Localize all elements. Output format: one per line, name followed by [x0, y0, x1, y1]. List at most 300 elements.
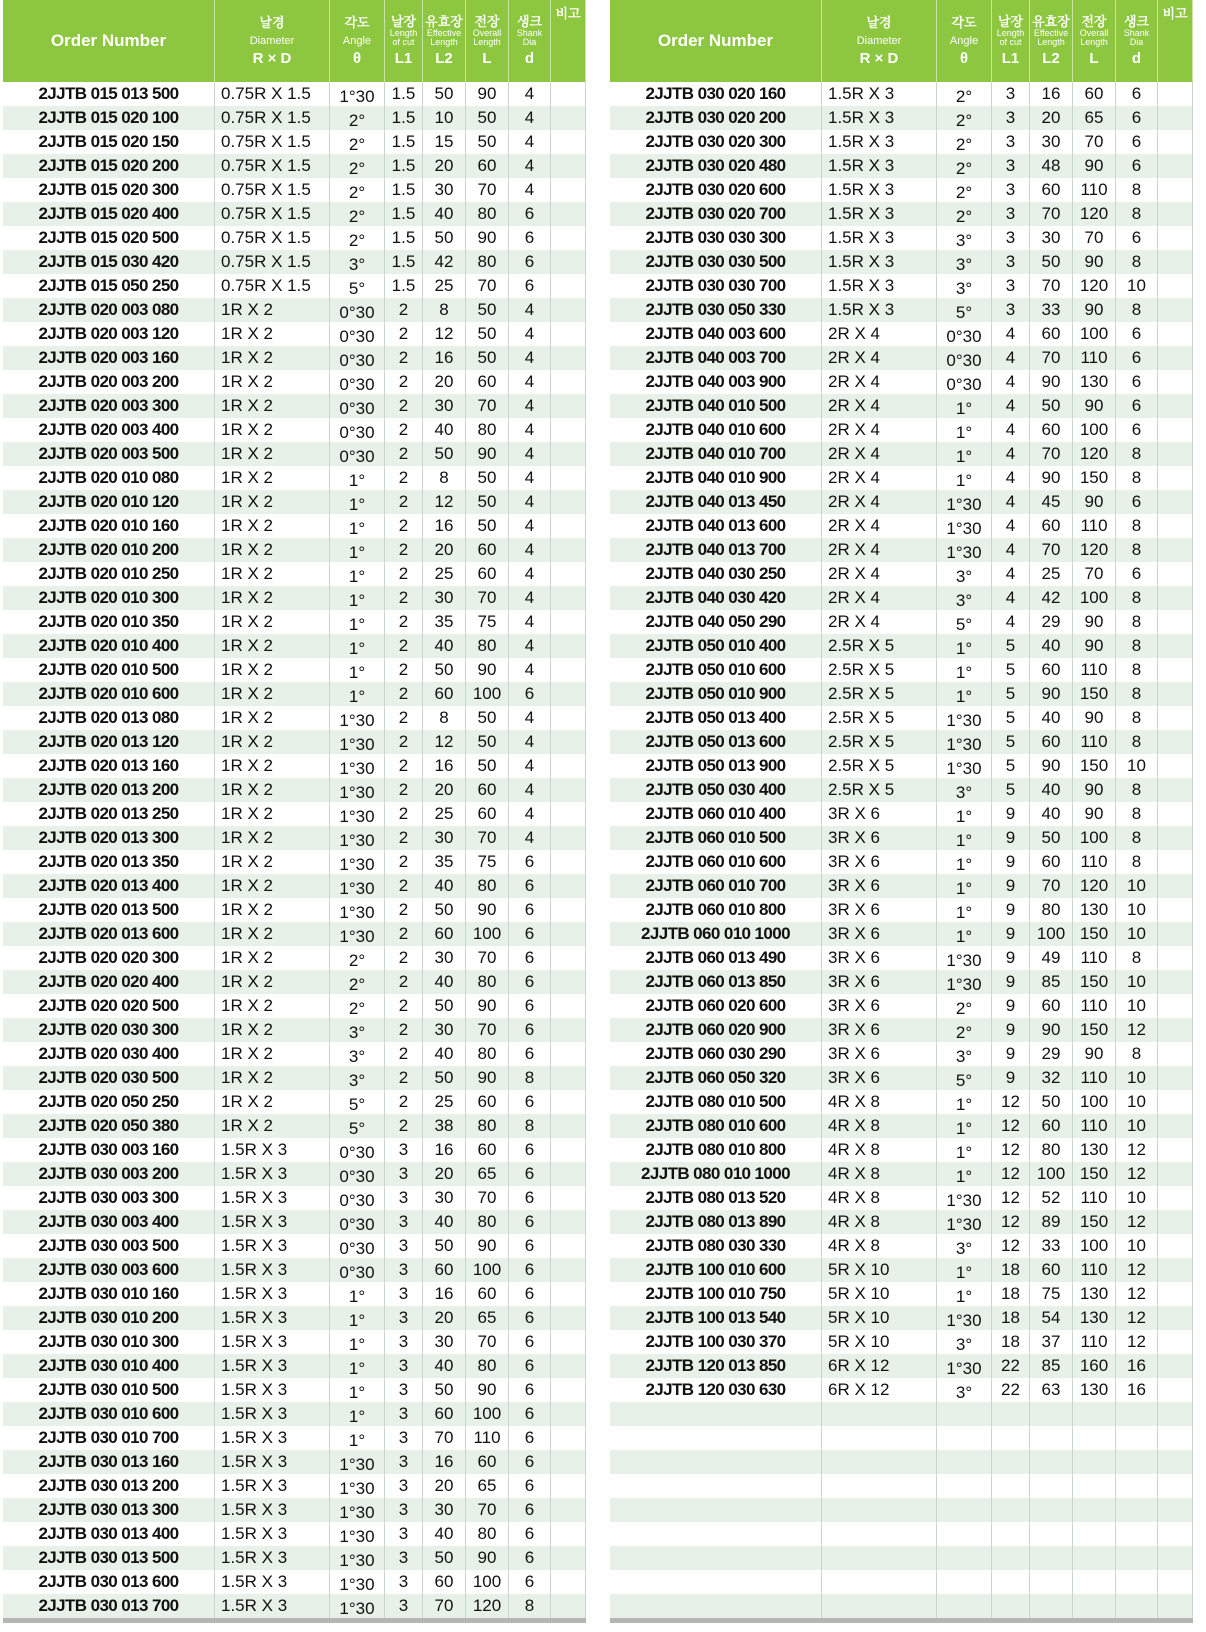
table-row — [610, 1282, 1193, 1306]
angle-cell: 2° — [330, 178, 385, 202]
note-cell — [551, 1378, 586, 1402]
note-cell — [1158, 994, 1193, 1018]
angle-cell: 1° — [937, 1282, 992, 1306]
overall-length-cell: 90 — [1073, 154, 1116, 178]
note-cell — [1158, 730, 1193, 754]
effective-length-cell: 90 — [1030, 682, 1073, 706]
length-of-cut-cell: 3 — [992, 250, 1030, 274]
overall-length-cell: 50 — [466, 730, 509, 754]
angle-cell: 1° — [937, 1162, 992, 1186]
diameter-cell: 3R X 6 — [822, 850, 937, 874]
length-of-cut-cell: 2 — [385, 394, 423, 418]
diameter-cell: 2R X 4 — [822, 490, 937, 514]
overall-length-cell: 120 — [1073, 442, 1116, 466]
order-number-cell: 2JJTB 030 020 200 — [610, 106, 822, 130]
table-footer-bar — [610, 1618, 1193, 1623]
order-number-cell: 2JJTB 080 010 800 — [610, 1138, 822, 1162]
table-row — [610, 658, 1193, 682]
table-row — [610, 346, 1193, 370]
note-cell — [1158, 1594, 1193, 1618]
effective-length-cell: 75 — [1030, 1282, 1073, 1306]
table-row — [610, 274, 1193, 298]
table-row — [3, 106, 586, 130]
overall-length-cell: 130 — [1073, 370, 1116, 394]
order-number-cell: 2JJTB 060 010 800 — [610, 898, 822, 922]
order-number-cell: 2JJTB 020 013 600 — [3, 922, 215, 946]
order-number-cell: 2JJTB 050 010 400 — [610, 634, 822, 658]
length-of-cut-cell: 9 — [992, 970, 1030, 994]
note-cell — [1158, 202, 1193, 226]
order-number-cell: 2JJTB 030 003 600 — [3, 1258, 215, 1282]
overall-length-cell: 150 — [1073, 1018, 1116, 1042]
overall-length-cell: 60 — [466, 802, 509, 826]
angle-cell: 1° — [937, 394, 992, 418]
length-of-cut-cell: 3 — [385, 1162, 423, 1186]
length-of-cut-cell: 9 — [992, 1042, 1030, 1066]
angle-cell: 0°30 — [330, 1162, 385, 1186]
order-number-cell: 2JJTB 030 010 400 — [3, 1354, 215, 1378]
effective-length-cell: 42 — [1030, 586, 1073, 610]
length-of-cut-cell: 4 — [992, 322, 1030, 346]
length-of-cut-cell: 3 — [385, 1426, 423, 1450]
note-cell — [1158, 418, 1193, 442]
diameter-cell: 2R X 4 — [822, 466, 937, 490]
effective-length-cell: 63 — [1030, 1378, 1073, 1402]
note-cell — [1158, 1474, 1193, 1498]
overall-length-cell: 110 — [466, 1426, 509, 1450]
length-of-cut-cell: 9 — [992, 922, 1030, 946]
effective-length-cell: 20 — [423, 154, 466, 178]
table-row — [610, 610, 1193, 634]
overall-length-cell: 110 — [1073, 1186, 1116, 1210]
note-cell — [1158, 1402, 1193, 1426]
order-number-cell: 2JJTB 040 003 700 — [610, 346, 822, 370]
shank-dia-cell: 4 — [509, 826, 551, 850]
note-cell — [1158, 802, 1193, 826]
effective-length-cell: 70 — [1030, 202, 1073, 226]
length-of-cut-header: 날장 Length of cut L1 — [992, 0, 1030, 82]
order-number-cell: 2JJTB 020 003 080 — [3, 298, 215, 322]
order-number-cell: 2JJTB 060 010 400 — [610, 802, 822, 826]
angle-cell: 0°30 — [330, 442, 385, 466]
diameter-cell: 1R X 2 — [215, 898, 330, 922]
overall-length-cell: 90 — [466, 442, 509, 466]
diameter-cell: 2.5R X 5 — [822, 754, 937, 778]
overall-length-cell: 130 — [1073, 1378, 1116, 1402]
effective-length-cell: 25 — [423, 274, 466, 298]
order-number-cell: 2JJTB 060 013 850 — [610, 970, 822, 994]
shank-dia-cell: 6 — [509, 1018, 551, 1042]
angle-cell: 1° — [330, 1306, 385, 1330]
note-cell — [551, 802, 586, 826]
note-cell — [551, 1402, 586, 1426]
angle-cell: 0°30 — [330, 1234, 385, 1258]
effective-length-cell: 50 — [423, 82, 466, 106]
length-of-cut-cell: 4 — [992, 370, 1030, 394]
overall-length-cell — [1073, 1402, 1116, 1426]
effective-length-cell: 60 — [1030, 178, 1073, 202]
angle-cell: 3° — [937, 1042, 992, 1066]
note-cell — [551, 1570, 586, 1594]
shank-dia-cell: 8 — [1116, 802, 1158, 826]
angle-cell: 1°30 — [937, 1186, 992, 1210]
note-cell — [551, 754, 586, 778]
note-cell — [1158, 394, 1193, 418]
order-number-cell: 2JJTB 030 003 400 — [3, 1210, 215, 1234]
effective-length-cell: 10 — [423, 106, 466, 130]
shank-dia-cell: 10 — [1116, 922, 1158, 946]
effective-length-cell: 100 — [1030, 1162, 1073, 1186]
shank-dia-cell: 4 — [509, 778, 551, 802]
diameter-cell: 1R X 2 — [215, 466, 330, 490]
length-of-cut-cell: 2 — [385, 970, 423, 994]
note-cell — [551, 1498, 586, 1522]
effective-length-cell: 35 — [423, 610, 466, 634]
angle-cell: 2° — [937, 994, 992, 1018]
shank-dia-cell: 6 — [1116, 226, 1158, 250]
shank-dia-cell: 8 — [1116, 634, 1158, 658]
angle-cell: 1° — [937, 826, 992, 850]
length-of-cut-cell: 3 — [992, 178, 1030, 202]
diameter-cell — [822, 1546, 937, 1570]
table-row — [3, 466, 586, 490]
length-of-cut-cell: 2 — [385, 1042, 423, 1066]
diameter-cell: 4R X 8 — [822, 1186, 937, 1210]
order-number-cell: 2JJTB 030 013 160 — [3, 1450, 215, 1474]
table-row — [3, 1186, 586, 1210]
length-of-cut-cell: 2 — [385, 466, 423, 490]
shank-dia-cell: 8 — [1116, 850, 1158, 874]
angle-cell: 0°30 — [937, 346, 992, 370]
diameter-cell: 2R X 4 — [822, 370, 937, 394]
order-number-cell: 2JJTB 020 003 160 — [3, 346, 215, 370]
note-cell — [551, 370, 586, 394]
order-number-cell: 2JJTB 050 010 900 — [610, 682, 822, 706]
shank-dia-cell: 6 — [509, 946, 551, 970]
effective-length-cell: 85 — [1030, 970, 1073, 994]
overall-length-cell: 70 — [1073, 226, 1116, 250]
length-of-cut-cell: 4 — [992, 610, 1030, 634]
angle-cell — [937, 1546, 992, 1570]
overall-length-cell: 110 — [1073, 850, 1116, 874]
order-number-cell: 2JJTB 020 013 200 — [3, 778, 215, 802]
angle-cell: 0°30 — [330, 322, 385, 346]
angle-cell: 1°30 — [937, 514, 992, 538]
note-cell — [551, 706, 586, 730]
effective-length-cell: 30 — [423, 826, 466, 850]
table-row — [3, 82, 586, 106]
note-cell — [551, 418, 586, 442]
table-row — [610, 586, 1193, 610]
table-row — [3, 1066, 586, 1090]
note-cell — [1158, 274, 1193, 298]
shank-dia-cell: 6 — [509, 202, 551, 226]
table-row — [610, 1042, 1193, 1066]
overall-length-cell — [1073, 1498, 1116, 1522]
effective-length-cell: 49 — [1030, 946, 1073, 970]
diameter-cell: 2R X 4 — [822, 610, 937, 634]
length-of-cut-cell: 3 — [992, 202, 1030, 226]
diameter-cell — [822, 1570, 937, 1594]
order-number-cell — [610, 1474, 822, 1498]
shank-dia-cell: 4 — [509, 730, 551, 754]
angle-cell: 3° — [937, 778, 992, 802]
order-number-cell: 2JJTB 060 050 320 — [610, 1066, 822, 1090]
effective-length-cell: 90 — [1030, 466, 1073, 490]
shank-dia-cell: 16 — [1116, 1378, 1158, 1402]
effective-length-cell: 52 — [1030, 1186, 1073, 1210]
table-row — [3, 442, 586, 466]
length-of-cut-cell: 12 — [992, 1090, 1030, 1114]
angle-cell: 1°30 — [330, 1498, 385, 1522]
length-of-cut-cell: 3 — [992, 130, 1030, 154]
overall-length-cell: 150 — [1073, 466, 1116, 490]
shank-dia-cell — [1116, 1546, 1158, 1570]
effective-length-cell: 16 — [423, 514, 466, 538]
table-row — [610, 874, 1193, 898]
diameter-cell: 2R X 4 — [822, 538, 937, 562]
note-cell — [1158, 298, 1193, 322]
effective-length-cell: 50 — [1030, 1090, 1073, 1114]
angle-cell: 1° — [937, 874, 992, 898]
effective-length-cell: 8 — [423, 706, 466, 730]
overall-length-cell: 50 — [466, 514, 509, 538]
order-number-cell: 2JJTB 050 013 400 — [610, 706, 822, 730]
note-cell — [1158, 130, 1193, 154]
table-row — [3, 994, 586, 1018]
effective-length-cell: 40 — [423, 418, 466, 442]
order-number-cell — [610, 1546, 822, 1570]
length-of-cut-cell: 2 — [385, 490, 423, 514]
overall-length-header: 전장 Overall Length L — [466, 0, 509, 82]
shank-dia-cell: 8 — [1116, 610, 1158, 634]
diameter-cell: 1.5R X 3 — [822, 82, 937, 106]
angle-cell: 1° — [330, 1378, 385, 1402]
note-cell — [551, 946, 586, 970]
table-row — [610, 1498, 1193, 1522]
overall-length-cell: 90 — [466, 226, 509, 250]
overall-length-cell: 50 — [466, 322, 509, 346]
note-cell — [1158, 562, 1193, 586]
note-cell — [551, 1306, 586, 1330]
diameter-cell: 1R X 2 — [215, 1018, 330, 1042]
diameter-cell: 2.5R X 5 — [822, 706, 937, 730]
table-row — [610, 1354, 1193, 1378]
shank-dia-cell: 6 — [509, 922, 551, 946]
note-cell — [551, 562, 586, 586]
length-of-cut-cell: 3 — [385, 1306, 423, 1330]
table-header — [3, 0, 586, 82]
diameter-cell: 2.5R X 5 — [822, 682, 937, 706]
diameter-cell: 1.5R X 3 — [215, 1234, 330, 1258]
table-footer-bar — [3, 1618, 586, 1623]
note-cell — [1158, 874, 1193, 898]
effective-length-cell: 20 — [423, 1474, 466, 1498]
angle-cell: 1°30 — [330, 1570, 385, 1594]
order-number-cell: 2JJTB 020 010 080 — [3, 466, 215, 490]
order-number-cell: 2JJTB 080 010 600 — [610, 1114, 822, 1138]
effective-length-cell: 70 — [1030, 346, 1073, 370]
order-number-cell: 2JJTB 080 010 1000 — [610, 1162, 822, 1186]
angle-cell — [937, 1594, 992, 1618]
overall-length-cell: 80 — [466, 202, 509, 226]
diameter-cell: 1R X 2 — [215, 562, 330, 586]
effective-length-cell: 32 — [1030, 1066, 1073, 1090]
shank-dia-cell: 4 — [509, 562, 551, 586]
angle-cell: 1°30 — [330, 1522, 385, 1546]
overall-length-cell: 70 — [466, 1186, 509, 1210]
table-row — [610, 994, 1193, 1018]
overall-length-cell: 110 — [1073, 178, 1116, 202]
length-of-cut-cell: 3 — [385, 1402, 423, 1426]
effective-length-header: 유효장 Effective Length L2 — [423, 0, 466, 82]
table-row — [3, 682, 586, 706]
overall-length-cell: 60 — [466, 778, 509, 802]
note-cell — [1158, 1162, 1193, 1186]
overall-length-cell: 60 — [466, 154, 509, 178]
shank-dia-cell: 6 — [509, 1474, 551, 1498]
note-cell — [551, 490, 586, 514]
angle-cell: 1° — [330, 586, 385, 610]
angle-cell: 2° — [330, 946, 385, 970]
note-cell — [1158, 538, 1193, 562]
note-cell — [1158, 1138, 1193, 1162]
diameter-cell: 1R X 2 — [215, 394, 330, 418]
note-cell — [1158, 682, 1193, 706]
table-row — [610, 970, 1193, 994]
diameter-cell: 2R X 4 — [822, 562, 937, 586]
angle-cell: 0°30 — [330, 1210, 385, 1234]
right-rows — [610, 82, 1193, 1618]
diameter-cell: 1.5R X 3 — [215, 1186, 330, 1210]
table-row — [3, 418, 586, 442]
angle-cell: 2° — [937, 154, 992, 178]
angle-cell: 0°30 — [937, 322, 992, 346]
shank-dia-cell: 10 — [1116, 874, 1158, 898]
overall-length-cell: 110 — [1073, 946, 1116, 970]
overall-length-cell: 90 — [466, 994, 509, 1018]
note-cell — [551, 202, 586, 226]
note-cell — [551, 1018, 586, 1042]
angle-cell: 1°30 — [330, 1594, 385, 1618]
order-number-cell: 2JJTB 020 010 250 — [3, 562, 215, 586]
overall-length-header: 전장 Overall Length L — [1073, 0, 1116, 82]
note-cell — [551, 466, 586, 490]
order-number-cell: 2JJTB 030 030 500 — [610, 250, 822, 274]
order-number-cell: 2JJTB 015 030 420 — [3, 250, 215, 274]
angle-cell: 1° — [937, 682, 992, 706]
effective-length-cell: 29 — [1030, 1042, 1073, 1066]
shank-dia-cell: 8 — [1116, 202, 1158, 226]
length-of-cut-cell: 2 — [385, 658, 423, 682]
table-row — [610, 1426, 1193, 1450]
order-number-cell: 2JJTB 030 010 500 — [3, 1378, 215, 1402]
overall-length-cell: 80 — [466, 1354, 509, 1378]
overall-length-cell: 90 — [466, 82, 509, 106]
overall-length-cell: 150 — [1073, 754, 1116, 778]
angle-cell: 1° — [937, 922, 992, 946]
note-cell — [551, 898, 586, 922]
effective-length-cell — [1030, 1570, 1073, 1594]
table-row — [3, 1402, 586, 1426]
table-row — [3, 298, 586, 322]
shank-dia-cell: 4 — [509, 130, 551, 154]
diameter-cell: 1.5R X 3 — [822, 130, 937, 154]
length-of-cut-cell — [992, 1426, 1030, 1450]
diameter-cell: 1R X 2 — [215, 658, 330, 682]
length-of-cut-cell: 9 — [992, 802, 1030, 826]
length-of-cut-cell — [992, 1546, 1030, 1570]
diameter-cell: 1R X 2 — [215, 370, 330, 394]
table-row — [3, 1450, 586, 1474]
diameter-cell — [822, 1474, 937, 1498]
order-number-cell: 2JJTB 020 003 400 — [3, 418, 215, 442]
effective-length-cell: 60 — [1030, 1114, 1073, 1138]
effective-length-cell: 70 — [1030, 274, 1073, 298]
diameter-cell: 1.5R X 3 — [215, 1330, 330, 1354]
order-number-cell: 2JJTB 020 013 350 — [3, 850, 215, 874]
table-row — [610, 922, 1193, 946]
order-number-cell: 2JJTB 020 003 120 — [3, 322, 215, 346]
diameter-cell: 1.5R X 3 — [215, 1522, 330, 1546]
shank-dia-cell: 10 — [1116, 1234, 1158, 1258]
length-of-cut-cell: 4 — [992, 538, 1030, 562]
length-of-cut-cell: 3 — [385, 1594, 423, 1618]
order-number-cell: 2JJTB 060 010 1000 — [610, 922, 822, 946]
diameter-cell — [822, 1402, 937, 1426]
diameter-cell: 1.5R X 3 — [215, 1258, 330, 1282]
order-number-cell: 2JJTB 020 003 200 — [3, 370, 215, 394]
angle-cell — [937, 1522, 992, 1546]
order-number-cell: 2JJTB 120 013 850 — [610, 1354, 822, 1378]
effective-length-cell: 54 — [1030, 1306, 1073, 1330]
length-of-cut-cell: 2 — [385, 1018, 423, 1042]
length-of-cut-cell: 3 — [385, 1522, 423, 1546]
angle-cell: 1°30 — [330, 778, 385, 802]
overall-length-cell: 60 — [466, 538, 509, 562]
length-of-cut-cell: 4 — [992, 346, 1030, 370]
left-rows — [3, 82, 586, 1618]
order-number-cell: 2JJTB 015 020 500 — [3, 226, 215, 250]
effective-length-cell: 12 — [423, 730, 466, 754]
order-number-cell: 2JJTB 020 013 080 — [3, 706, 215, 730]
diameter-header: 날경 Diameter R × D — [215, 0, 330, 82]
note-cell — [551, 610, 586, 634]
length-of-cut-cell: 3 — [992, 274, 1030, 298]
diameter-cell: 1R X 2 — [215, 922, 330, 946]
order-number-cell: 2JJTB 030 013 600 — [3, 1570, 215, 1594]
shank-dia-cell: 16 — [1116, 1354, 1158, 1378]
length-of-cut-cell: 1.5 — [385, 226, 423, 250]
angle-cell: 1°30 — [330, 802, 385, 826]
order-number-cell — [610, 1570, 822, 1594]
effective-length-cell — [1030, 1426, 1073, 1450]
shank-dia-cell: 6 — [509, 1306, 551, 1330]
effective-length-cell: 30 — [423, 946, 466, 970]
shank-dia-cell: 6 — [509, 1210, 551, 1234]
effective-length-cell: 20 — [423, 538, 466, 562]
table-row — [3, 658, 586, 682]
order-number-cell: 2JJTB 020 030 300 — [3, 1018, 215, 1042]
length-of-cut-cell — [992, 1498, 1030, 1522]
order-number-cell: 2JJTB 015 020 200 — [3, 154, 215, 178]
length-of-cut-cell: 2 — [385, 826, 423, 850]
diameter-cell: 3R X 6 — [822, 922, 937, 946]
note-cell — [551, 1186, 586, 1210]
angle-cell: 1° — [330, 610, 385, 634]
angle-cell: 0°30 — [330, 1186, 385, 1210]
order-number-cell: 2JJTB 030 030 300 — [610, 226, 822, 250]
